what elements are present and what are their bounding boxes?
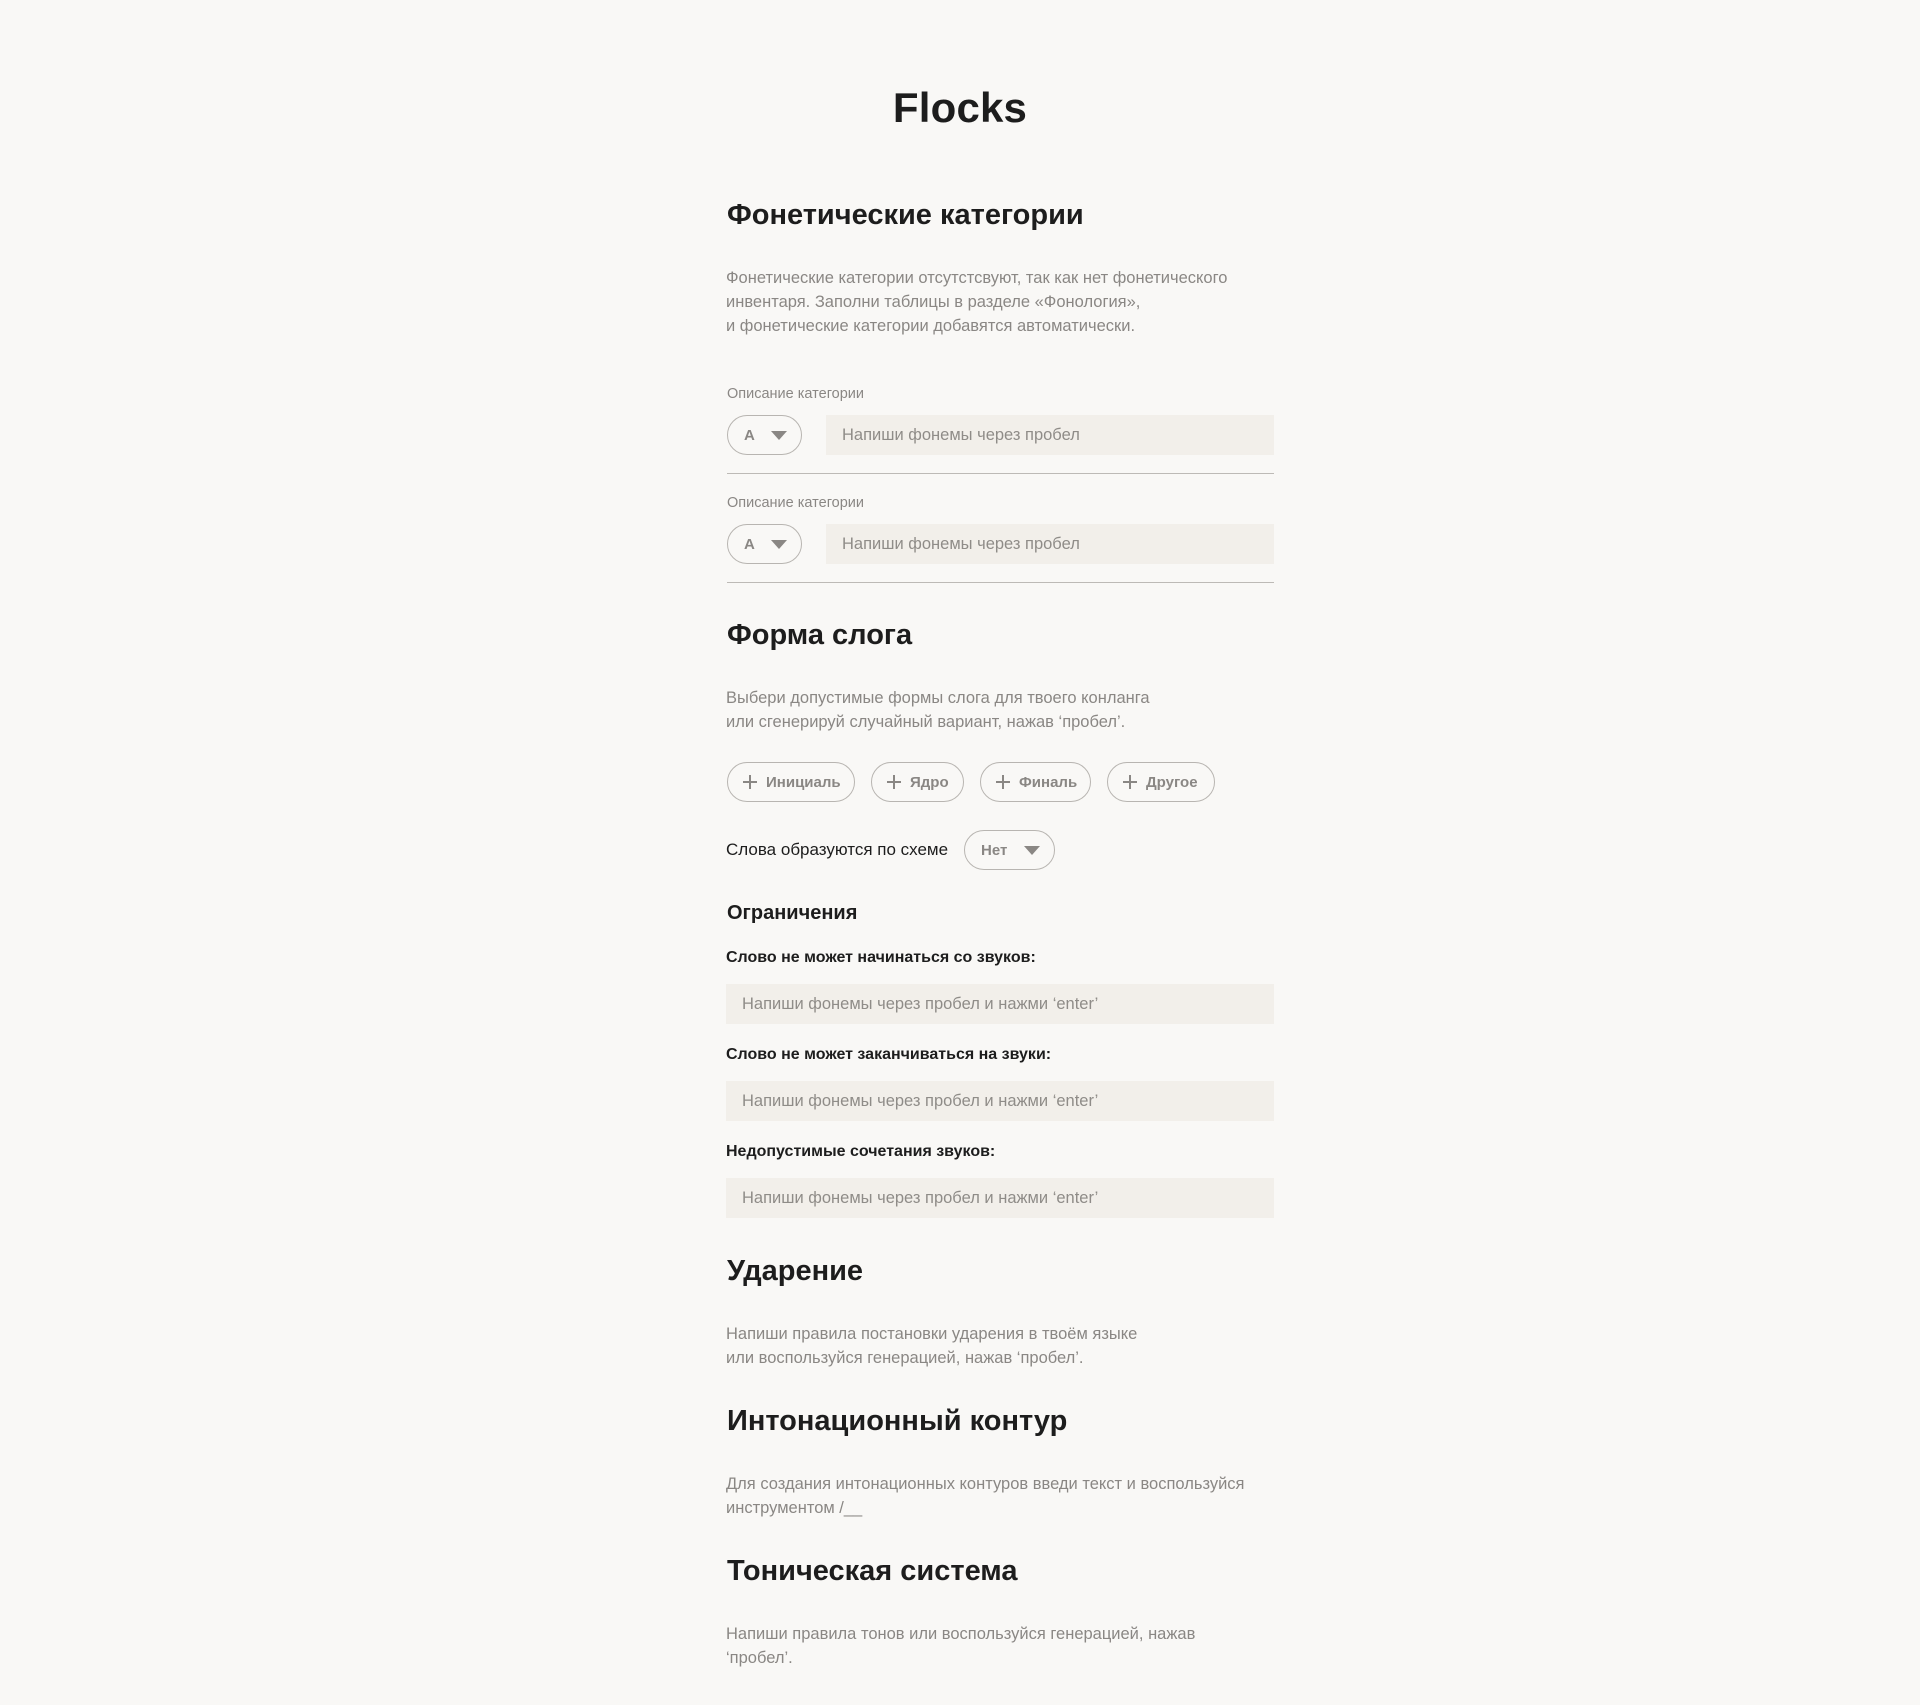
app-title: Flocks [892, 84, 1028, 131]
add-initial-chip[interactable] [727, 762, 855, 802]
description-line: Выбери допустимые формы слога для твоего конланга [726, 689, 1150, 707]
category-letter-value: А [744, 535, 755, 553]
add-final-chip[interactable] [980, 762, 1091, 802]
plus-icon [887, 775, 901, 789]
description-line: и фонетические категории добавятся автоматически. [726, 317, 1136, 335]
word-scheme-value: Нет [981, 841, 1008, 859]
plus-icon [743, 775, 757, 789]
add-other-chip[interactable] [1107, 762, 1215, 802]
description-line: или воспользуйся генерацией, нажав ‘пробел’. [726, 1349, 1084, 1367]
chip-label: Инициаль [766, 773, 841, 791]
stress-description [726, 1322, 1137, 1370]
description-line: Для создания интонационных контуров введи текст и воспользуйся [726, 1475, 1245, 1493]
chevron-down-icon [771, 431, 787, 440]
stress-heading: Ударение [727, 1255, 864, 1287]
word-start-constraint-input[interactable] [726, 984, 1274, 1024]
chip-label: Другое [1146, 773, 1198, 791]
description-line: Напиши правила тонов или воспользуйся генерацией, нажав [726, 1625, 1196, 1643]
chip-label: Финаль [1019, 773, 1078, 791]
intonation-description [726, 1472, 1244, 1520]
category-description-label: Описание категории [727, 495, 864, 511]
description-line: или сгенерируй случайный вариант, нажав ‘пробел’. [726, 713, 1126, 731]
syllable-shape-description [726, 686, 1150, 734]
chip-label: Ядро [910, 773, 949, 791]
description-line: ‘пробел’. [726, 1649, 793, 1667]
phonetic-categories-description [726, 266, 1227, 338]
chevron-down-icon [771, 540, 787, 549]
plus-icon [1123, 775, 1137, 789]
row-divider [727, 473, 1274, 474]
word-end-constraint-input[interactable] [726, 1081, 1274, 1121]
phonetic-categories-heading: Фонетические категории [727, 199, 1084, 231]
category-phonemes-input[interactable] [826, 524, 1274, 564]
forbidden-clusters-label: Недопустимые сочетания звуков: [726, 1143, 996, 1160]
tonal-system-heading: Тоническая система [727, 1555, 1018, 1587]
intonation-heading: Интонационный контур [727, 1405, 1068, 1437]
category-letter-value: А [744, 426, 755, 444]
description-line: инструментом /__ [726, 1499, 863, 1517]
category-description-label: Описание категории [727, 386, 864, 402]
word-start-constraint-label: Слово не может начинаться со звуков: [726, 949, 1036, 966]
category-phonemes-input[interactable] [826, 415, 1274, 455]
category-letter-select[interactable] [727, 524, 802, 564]
description-line: Напиши правила постановки ударения в твоём языке [726, 1325, 1138, 1343]
row-divider [727, 582, 1274, 583]
tonal-system-description [726, 1622, 1195, 1670]
description-line: Фонетические категории отсутстсвуют, так как нет фонетического [726, 269, 1228, 287]
syllable-shape-heading: Форма слога [727, 619, 913, 651]
word-scheme-select[interactable] [964, 830, 1055, 870]
forbidden-clusters-input[interactable] [726, 1178, 1274, 1218]
chevron-down-icon [1024, 846, 1040, 855]
description-line: инвентаря. Заполни таблицы в разделе «Фонология», [726, 293, 1141, 311]
word-scheme-label: Слова образуются по схеме [726, 840, 949, 859]
add-nucleus-chip[interactable] [871, 762, 964, 802]
category-letter-select[interactable] [727, 415, 802, 455]
plus-icon [996, 775, 1010, 789]
constraints-heading: Ограничения [727, 902, 858, 924]
word-end-constraint-label: Слово не может заканчиваться на звуки: [726, 1046, 1052, 1063]
